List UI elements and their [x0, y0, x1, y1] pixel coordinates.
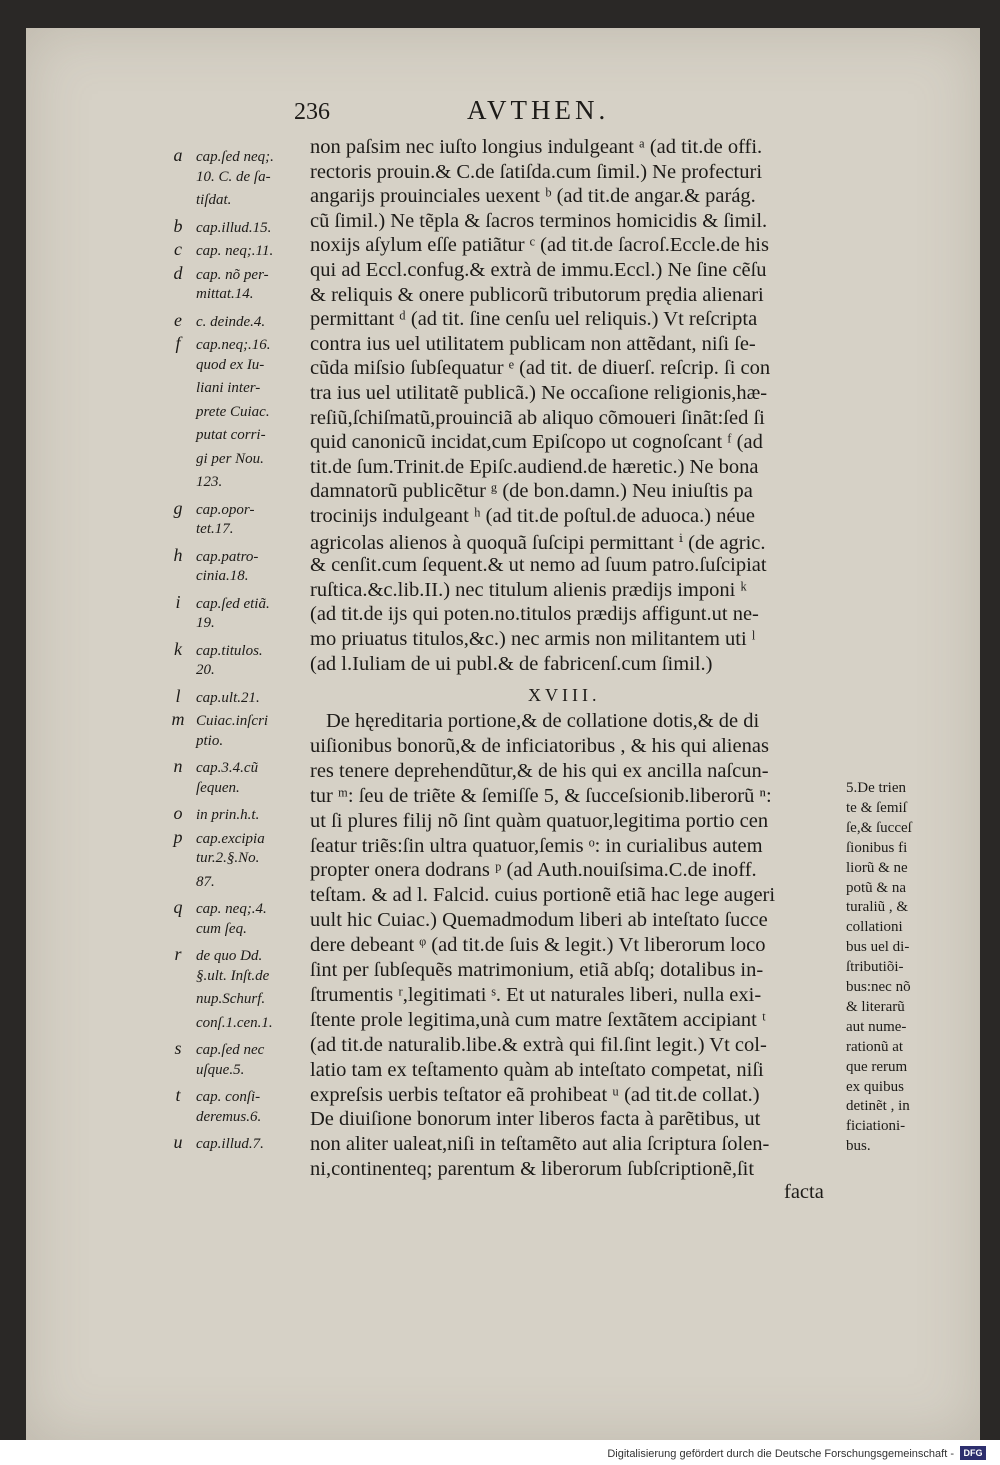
text-line: & cenſit.cum ſequent.& ut nemo ad ſuum patro.ſuſcipiat: [310, 554, 767, 577]
side-note-line: detinẽt , in: [846, 1098, 910, 1115]
margin-note: [160, 474, 300, 491]
note-text: cap.illud.15.: [196, 219, 272, 236]
note-marker: g: [173, 497, 183, 518]
side-note-line: collationi: [846, 919, 903, 936]
note-text: cap.ſed etiã.: [196, 595, 270, 612]
margin-note: [160, 568, 300, 585]
note-text: 87.: [196, 873, 215, 890]
side-note-line: ſtributiõi-: [846, 959, 904, 976]
text-line: angarijs prouinciales uexent ᵇ (ad tit.de angar.& parág.: [310, 185, 756, 208]
margin-note: [160, 733, 300, 750]
side-note-line: ficiationi-: [846, 1118, 906, 1135]
text-line: De hęreditaria portione,& de collatione dotis,& de di: [326, 710, 760, 732]
margin-note: [160, 286, 300, 303]
margin-note: [160, 521, 300, 538]
side-note-line: bus uel di-: [846, 939, 910, 956]
note-text: cap.opor-: [196, 501, 255, 518]
section-heading: XVIII.: [528, 685, 601, 705]
note-text: cap.ſed nec: [196, 1042, 265, 1058]
text-line: cũda miſsio ſubſequatur ᵉ (ad tit. de diuerſ. reſcrip. ſi con: [310, 357, 771, 380]
text-line: ni,continenteq; parentum & liberorum ſubſcriptionẽ,ſit: [310, 1158, 755, 1181]
text-line: (ad tit.de ijs qui poten.no.titulos prædijs affigunt.ut ne-: [310, 603, 759, 626]
margin-note: [160, 1132, 300, 1153]
margin-note: [160, 1062, 300, 1079]
note-text: cap.ult.21.: [196, 689, 260, 706]
dfg-logo: DFG: [960, 1446, 986, 1460]
margin-note: [160, 145, 300, 166]
note-text: mittat.14.: [196, 286, 254, 302]
text-line: De diuiſione bonorum inter liberos facta à parẽtibus, ut: [310, 1108, 761, 1131]
text-line: damnatorũ publicẽtur ᵍ (de bon.damn.) Neu iniuſtis pa: [310, 480, 753, 503]
text-line: dere debeant ᵠ (ad tit.de ſuis & legit.) Vt liberorum loco: [310, 934, 766, 957]
note-text: tur.2.§.No.: [196, 850, 260, 866]
note-text: de quo Dd.: [196, 948, 263, 964]
side-note-line: aut nume-: [846, 1018, 907, 1035]
note-marker: n: [173, 756, 183, 776]
margin-note: [160, 239, 300, 260]
text-line: trocinijs indulgeant ʰ (ad tit.de poſtul.de aduoca.) néue: [310, 505, 755, 527]
text-line: (ad l.Iuliam de ui publ.& de fabricenſ.cum ſimil.): [310, 652, 713, 675]
text-line: permittant ᵈ (ad tit. ſine cenſu uel reliquis.) Vt reſcripta: [310, 308, 758, 331]
margin-note: [160, 310, 300, 331]
margin-note: [160, 756, 300, 777]
margin-note: [160, 451, 300, 468]
margin-note: [160, 592, 300, 613]
margin-note: [160, 662, 300, 679]
margin-note: [160, 1085, 300, 1106]
margin-note: [160, 263, 300, 284]
margin-note: [160, 216, 300, 237]
note-marker: c: [174, 239, 182, 259]
note-text: cap. nõ per-: [196, 266, 269, 283]
side-note-line: ſe,& ſucceſ: [846, 819, 912, 836]
text-line: teſtam. & ad l. Falcid. cuius portionẽ etiã hac lege augeri: [310, 884, 776, 907]
text-line: agricolas alienos à quoquã ſuſcipi permittant ⁱ (de agric.: [310, 531, 766, 554]
note-text: Cuiac.inſcri: [196, 713, 269, 729]
text-line: uiſionibus bonorũ,& de inficiatoribus , & his qui alienas: [310, 734, 769, 757]
margin-note: [160, 427, 300, 444]
text-line: reſiũ,ſchiſmatũ,prouinciã ab aliquo cõmoueri ſinãt:ſed ſi: [310, 406, 765, 429]
margin-note: [160, 827, 300, 848]
note-text: deremus.6.: [196, 1108, 262, 1125]
note-text: cum ſeq.: [196, 920, 247, 937]
text-line: quid canonicũ incidat,cum Epiſcopo ut cognoſcant ᶠ (ad: [310, 431, 763, 454]
text-line: tur ᵐ: ſeu de triẽte & ſemiſſe 5, & ſucceſsionib.liberorũ ⁿ:: [310, 784, 772, 807]
note-text: prete Cuiac.: [196, 403, 270, 420]
note-marker: h: [173, 544, 183, 565]
note-text: cap. conſi-: [196, 1089, 261, 1105]
margin-note: [160, 803, 300, 824]
text-line: ut ſi plures filij nõ ſint quàm quatuor,legitima portio cen: [310, 809, 769, 832]
note-text: ptio.: [196, 732, 224, 749]
note-text: cap.excipia: [196, 830, 265, 847]
note-text: in prin.h.t.: [196, 807, 260, 823]
margin-note: [160, 874, 300, 891]
margin-note: [160, 968, 300, 985]
note-text: cap.illud.7.: [196, 1136, 264, 1152]
text-line: non paſsim nec iuſto longius indulgeant ᵃ (ad tit.de offi.: [310, 136, 763, 158]
margin-note: [160, 921, 300, 938]
margin-note: [160, 780, 300, 797]
note-text: tet.17.: [196, 521, 234, 537]
note-text: uſque.5.: [196, 1061, 245, 1078]
catchword: facta: [784, 1181, 824, 1203]
margin-note: [160, 709, 300, 730]
note-marker: a: [173, 145, 183, 165]
note-marker: q: [173, 897, 183, 917]
note-marker: u: [173, 1132, 183, 1152]
text-line: non aliter ualeat,niſi in teſtamẽto aut alia ſcriptura ſolen-: [310, 1133, 770, 1156]
note-marker: o: [173, 803, 183, 823]
note-text: putat corri-: [196, 427, 266, 443]
text-line: expreſsis uerbis teſtator eã prohibeat ᵘ (ad tit.de collat.): [310, 1083, 760, 1106]
margin-note: [160, 169, 300, 186]
text-line: qui ad Eccl.confug.& extrà de immu.Eccl.) Ne ſine cẽſu: [310, 259, 767, 281]
note-text: quod ex Iu-: [196, 356, 265, 373]
text-line: tra ius uel utilitatẽ publicã.) Ne occaſione religionis,hæ-: [310, 382, 768, 404]
margin-note: [160, 1015, 300, 1032]
side-note-line: potũ & na: [846, 879, 906, 896]
note-marker: l: [175, 685, 181, 706]
text-line: rectoris prouin.& C.de ſatiſda.cum ſimil.) Ne profecturi: [310, 160, 763, 183]
side-note-line: te & ſemiſ: [846, 799, 907, 816]
note-text: cap.neq;.16.: [196, 337, 271, 353]
note-marker: s: [174, 1038, 182, 1058]
side-note-line: rationũ at: [846, 1038, 904, 1055]
note-text: cap.titulos.: [196, 642, 263, 659]
margin-note: [160, 357, 300, 374]
side-note-line: turaliũ , &: [846, 899, 909, 916]
margin-note: [160, 991, 300, 1008]
side-note-line: bus:nec nõ: [846, 979, 911, 995]
margin-note: [160, 192, 300, 209]
note-marker: b: [173, 215, 183, 236]
margin-note: [160, 944, 300, 965]
note-text: 20.: [196, 662, 215, 678]
note-text: cap. neq;.4.: [196, 901, 267, 917]
page-number: 236: [294, 99, 330, 125]
margin-note: [160, 897, 300, 918]
note-marker: k: [174, 638, 182, 659]
note-text: gi per Nou.: [196, 450, 264, 467]
note-text: cap.3.4.cũ: [196, 760, 259, 776]
note-marker: p: [173, 826, 183, 847]
text-line: uult hic Cuiac.) Quemadmodum liberi ab inteſtato ſucce: [310, 909, 768, 932]
note-text: liani inter-: [196, 380, 261, 396]
text-line: mo priuatus titulos,&c.) nec armis non militantem uti ˡ: [310, 628, 756, 650]
text-line: & reliquis & onere publicorũ tributorum prędia alienari: [310, 283, 764, 306]
margin-note: [160, 639, 300, 660]
note-text: §.ult. Inſt.de: [196, 967, 270, 984]
margin-note: [160, 686, 300, 707]
side-note-line: ſionibus fi: [846, 839, 908, 856]
note-text: cinia.18.: [196, 568, 249, 584]
text-line: (ad tit.de naturalib.libe.& extrà qui fil.ſint legit.) Vt col-: [310, 1033, 767, 1056]
note-text: 10. C. de ſa-: [196, 168, 271, 185]
note-text: conſ.1.cen.1.: [196, 1014, 273, 1031]
side-note-line: ex quibus: [846, 1078, 904, 1095]
note-text: cap.patro-: [196, 548, 259, 565]
note-marker: e: [174, 309, 182, 330]
text-line: contra ius uel utilitatem publicam non attẽdant, niſi ſe-: [310, 332, 756, 355]
note-text: tiſdat.: [196, 192, 232, 208]
text-line: ſtente prole legitima,unà cum matre ſextãtem accipiant ᵗ: [310, 1008, 766, 1031]
text-line: latio tam ex teſtamento quàm ab inteſtato competat, niſi: [310, 1058, 764, 1081]
note-marker: r: [174, 944, 182, 964]
footer-credit: Digitalisierung gefördert durch die Deutsche Forschungsgemeinschaft -: [607, 1448, 954, 1460]
side-note-line: que rerum: [846, 1058, 908, 1075]
margin-note: [160, 380, 300, 397]
text-line: ſtrumentis ʳ,legitimati ˢ. Et ut naturales liberi, nulla exi-: [310, 983, 762, 1006]
text-line: ſeatur triẽs:ſin ultra quatuor,ſemis ᵒ: in curialibus autem: [310, 834, 763, 857]
text-line: tit.de ſum.Trinit.de Epiſc.audiend.de hæretic.) Ne bona: [310, 455, 759, 478]
note-text: cap.ſed neq;.: [196, 149, 274, 165]
note-marker: i: [175, 591, 181, 612]
text-line: noxijs aſylum eſſe patiãtur ᶜ (ad tit.de ſacroſ.Eccle.de his: [310, 234, 769, 257]
note-marker: d: [173, 262, 183, 283]
margin-note: [160, 404, 300, 421]
note-marker: f: [175, 333, 181, 353]
note-text: cap. neq;.11.: [196, 243, 274, 259]
note-text: ſequen.: [196, 779, 240, 796]
margin-note: [160, 850, 300, 867]
text-line: propter onera dodrans ᵖ (ad Auth.nouiſsima.C.de inoff.: [310, 859, 757, 882]
side-note-line: & literarũ: [846, 998, 905, 1015]
margin-note: [160, 615, 300, 632]
note-marker: m: [171, 709, 185, 729]
note-text: nup.Schurf.: [196, 991, 266, 1007]
running-title: AVTHEN.: [467, 95, 610, 125]
text-line: res tenere deprehendũtur,& de his qui ex ancilla naſcun-: [310, 759, 769, 782]
side-note-line: liorũ & ne: [846, 859, 908, 876]
margin-note: [160, 1109, 300, 1126]
margin-note: [160, 545, 300, 566]
margin-note: [160, 1038, 300, 1059]
note-marker: t: [175, 1085, 181, 1105]
text-line: cũ ſimil.) Ne tẽpla & ſacros terminos homicidis & ſimil.: [310, 209, 768, 232]
text-line: ruſtica.&c.lib.II.) nec titulum alienis prædijs imponi ᵏ: [310, 578, 747, 601]
note-text: c. deinde.4.: [196, 313, 266, 330]
side-note-line: 5.De trien: [846, 780, 906, 796]
note-text: 19.: [196, 615, 215, 631]
side-note-line: bus.: [846, 1138, 871, 1155]
text-line: ſint per ſubſequẽs matrimonium, etiã abſq; dotalibus in-: [310, 959, 764, 981]
margin-note: [160, 498, 300, 519]
note-text: 123.: [196, 474, 223, 490]
margin-note: [160, 333, 300, 354]
